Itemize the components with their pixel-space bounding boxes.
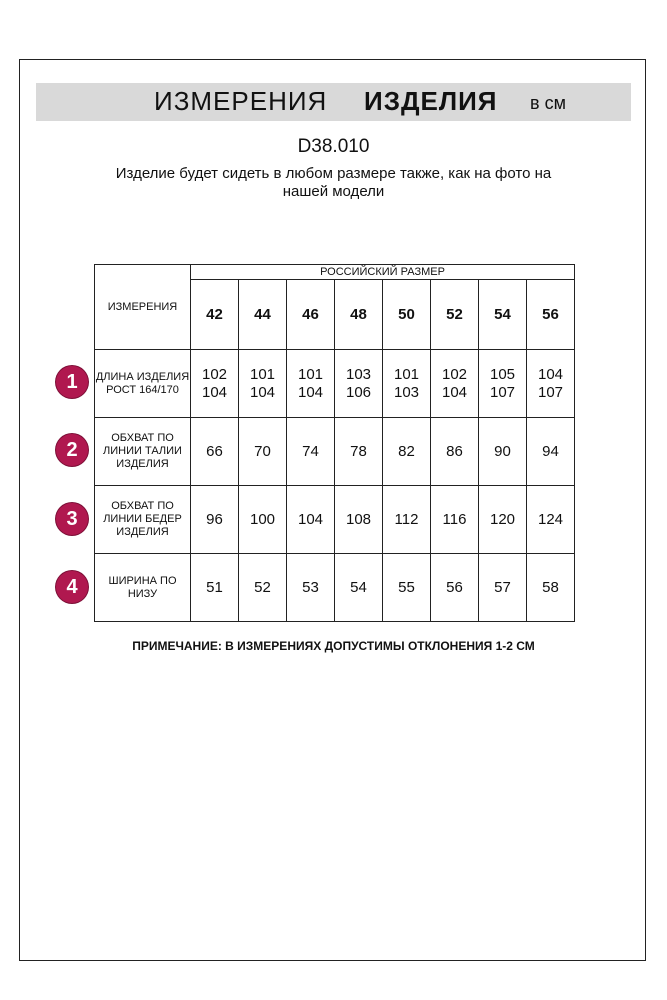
- product-code: D38.010: [297, 136, 370, 157]
- size-table: [94, 264, 575, 622]
- row-number-badge: 3: [56, 503, 88, 535]
- fit-note: Изделие будет сидеть в любом размере также, как на фото на нашей модели: [115, 165, 552, 200]
- table-row: [95, 350, 575, 418]
- measurement-label: ШИРИНА ПО НИЗУ: [95, 554, 191, 622]
- measurement-value: 104: [287, 486, 335, 554]
- size-header: 52: [431, 280, 479, 350]
- measurement-label: ДЛИНА ИЗДЕЛИЯ РОСТ 164/170: [95, 350, 191, 418]
- size-header: 46: [287, 280, 335, 350]
- measurement-value: 96: [191, 486, 239, 554]
- measurement-value: 104 107: [527, 350, 575, 418]
- title-product: ИЗДЕЛИЯ: [364, 86, 498, 116]
- size-header: 50: [383, 280, 431, 350]
- measurement-value: 105 107: [479, 350, 527, 418]
- measurement-value: 56: [431, 554, 479, 622]
- title-measurements: ИЗМЕРЕНИЯ: [154, 86, 328, 116]
- measurement-value: 112: [383, 486, 431, 554]
- size-header: 48: [335, 280, 383, 350]
- measurement-value: 108: [335, 486, 383, 554]
- size-header: 42: [191, 280, 239, 350]
- size-group-header: РОССИЙСКИЙ РАЗМЕР: [191, 265, 575, 280]
- size-header: 54: [479, 280, 527, 350]
- size-header: 44: [239, 280, 287, 350]
- measurement-value: 100: [239, 486, 287, 554]
- measurement-value: 124: [527, 486, 575, 554]
- measurement-value: 120: [479, 486, 527, 554]
- measurement-value: 101 104: [239, 350, 287, 418]
- measurement-value: 103 106: [335, 350, 383, 418]
- measurement-value: 53: [287, 554, 335, 622]
- measurement-value: 54: [335, 554, 383, 622]
- measurement-value: 66: [191, 418, 239, 486]
- measurement-value: 116: [431, 486, 479, 554]
- measurement-value: 86: [431, 418, 479, 486]
- measurement-value: 52: [239, 554, 287, 622]
- measurement-value: 78: [335, 418, 383, 486]
- measurement-value: 94: [527, 418, 575, 486]
- measurement-value: 82: [383, 418, 431, 486]
- title-unit: в см: [530, 93, 566, 113]
- measurement-value: 51: [191, 554, 239, 622]
- measurement-label: ОБХВАТ ПО ЛИНИИ ТАЛИИ ИЗДЕЛИЯ: [95, 418, 191, 486]
- row-number-badge: 1: [56, 366, 88, 398]
- measurement-value: 101 104: [287, 350, 335, 418]
- measurements-header: ИЗМЕРЕНИЯ: [95, 265, 191, 350]
- row-number-badge: 2: [56, 434, 88, 466]
- row-number-badge: 4: [56, 571, 88, 603]
- tolerance-note: ПРИМЕЧАНИЕ: В ИЗМЕРЕНИЯХ ДОПУСТИМЫ ОТКЛОНЕНИЯ 1-2 СМ: [132, 639, 535, 653]
- measurement-value: 102 104: [191, 350, 239, 418]
- measurement-value: 58: [527, 554, 575, 622]
- table-row: [95, 554, 575, 622]
- measurement-value: 102 104: [431, 350, 479, 418]
- measurement-label: ОБХВАТ ПО ЛИНИИ БЕДЕР ИЗДЕЛИЯ: [95, 486, 191, 554]
- measurement-value: 57: [479, 554, 527, 622]
- measurement-value: 74: [287, 418, 335, 486]
- size-header: 56: [527, 280, 575, 350]
- table-row: [95, 486, 575, 554]
- table-row: [95, 418, 575, 486]
- measurement-value: 101 103: [383, 350, 431, 418]
- measurement-value: 90: [479, 418, 527, 486]
- measurement-value: 70: [239, 418, 287, 486]
- measurement-value: 55: [383, 554, 431, 622]
